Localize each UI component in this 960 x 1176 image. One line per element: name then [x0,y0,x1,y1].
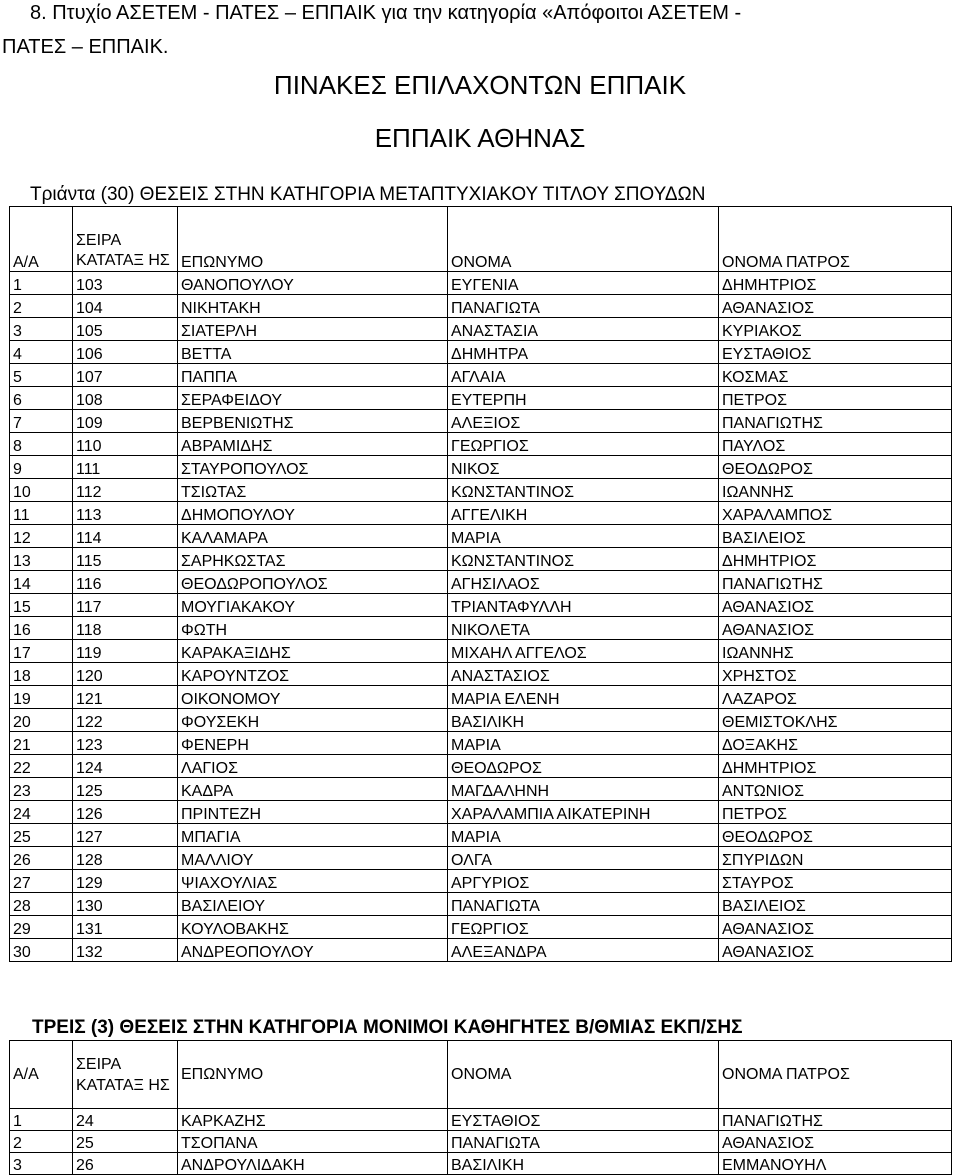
table-row [10,1131,952,1153]
cell-surname: ΣΕΡΑΦΕΙΔΟΥ [178,387,448,410]
cell-name: ΜΑΡΙΑ [448,525,719,548]
cell-aa: 18 [10,663,73,686]
col-aa-header: Α/Α [10,1041,73,1109]
cell-rank: 121 [73,686,178,709]
table-row [10,617,952,640]
cell-surname: ΑΝΔΡΕΟΠΟΥΛΟΥ [178,939,448,962]
section1-title: Τριάντα (30) ΘΕΣΕΙΣ ΣΤΗΝ ΚΑΤΗΓΟΡΙΑ ΜΕΤΑΠΤΥΧΙΑΚΟΥ ΤΙΤΛΟΥ ΣΠΟΥΔΩΝ [30,184,706,205]
table-row [10,364,952,387]
cell-father: ΙΩΑΝΝΗΣ [719,479,952,502]
cell-name: ΕΥΣΤΑΘΙΟΣ [448,1109,719,1131]
cell-surname: ΔΗΜΟΠΟΥΛΟΥ [178,502,448,525]
cell-aa: 26 [10,847,73,870]
col-aa-header: Α/Α [10,207,73,272]
cell-rank: 115 [73,548,178,571]
cell-name: ΒΑΣΙΛΙΚΗ [448,1153,719,1175]
cell-rank: 106 [73,341,178,364]
section1-header-row [10,207,952,272]
table-row [10,1109,952,1131]
col-name-header: ΟΝΟΜΑ [448,1041,719,1109]
table-row [10,479,952,502]
cell-rank: 120 [73,663,178,686]
cell-surname: ΣΙΑΤΕΡΛΗ [178,318,448,341]
cell-rank: 128 [73,847,178,870]
cell-name: ΜΙΧΑΗΛ ΑΓΓΕΛΟΣ [448,640,719,663]
cell-surname: ΚΑΔΡΑ [178,778,448,801]
cell-father: ΔΟΞΑΚΗΣ [719,732,952,755]
cell-surname: ΚΑΛΑΜΑΡΑ [178,525,448,548]
table-row [10,548,952,571]
cell-surname: ΜΠΑΓΙΑ [178,824,448,847]
cell-rank: 132 [73,939,178,962]
cell-name: ΔΗΜΗΤΡΑ [448,341,719,364]
cell-surname: ΑΒΡΑΜΙΔΗΣ [178,433,448,456]
cell-name: ΝΙΚΟΣ [448,456,719,479]
table-row [10,893,952,916]
cell-father: ΧΑΡΑΛΑΜΠΟΣ [719,502,952,525]
cell-aa: 29 [10,916,73,939]
cell-aa: 11 [10,502,73,525]
cell-aa: 8 [10,433,73,456]
cell-rank: 118 [73,617,178,640]
cell-rank: 111 [73,456,178,479]
col-rank-header: ΣΕΙΡΑ ΚΑΤΑΤΑΞ ΗΣ [73,207,178,272]
cell-aa: 14 [10,571,73,594]
cell-name: ΜΑΡΙΑ [448,824,719,847]
table-row [10,939,952,962]
page-subtitle: ΕΠΠΑΙΚ ΑΘΗΝΑΣ [374,123,586,153]
cell-surname: ΘΕΟΔΩΡΟΠΟΥΛΟΣ [178,571,448,594]
cell-surname: ΒΕΤΤΑ [178,341,448,364]
col-surname-header: ΕΠΩΝΥΜΟ [178,1041,448,1109]
cell-rank: 103 [73,272,178,295]
cell-name: ΟΛΓΑ [448,847,719,870]
document-heading-line-1: 8. Πτυχίο ΑΣΕΤΕΜ - ΠΑΤΕΣ – ΕΠΠΑΙΚ για την κατηγορία «Απόφοιτοι ΑΣΕΤΕΜ - [30,2,742,24]
section2-table [9,1040,952,1175]
cell-rank: 25 [73,1131,178,1153]
cell-name: ΧΑΡΑΛΑΜΠΙΑ ΑΙΚΑΤΕΡΙΝΗ [448,801,719,824]
cell-rank: 24 [73,1109,178,1131]
cell-father: ΑΘΑΝΑΣΙΟΣ [719,617,952,640]
section2-title: ΤΡΕΙΣ (3) ΘΕΣΕΙΣ ΣΤΗΝ ΚΑΤΗΓΟΡΙΑ ΜΟΝΙΜΟΙ ΚΑΘΗΓΗΤΕΣ Β/ΘΜΙΑΣ ΕΚΠ/ΣΗΣ [32,1017,743,1038]
table-row [10,916,952,939]
cell-aa: 30 [10,939,73,962]
cell-surname: ΠΑΠΠΑ [178,364,448,387]
cell-surname: ΒΑΣΙΛΕΙΟΥ [178,893,448,916]
cell-rank: 119 [73,640,178,663]
cell-surname: ΝΙΚΗΤΑΚΗ [178,295,448,318]
table-row [10,732,952,755]
cell-surname: ΟΙΚΟΝΟΜΟΥ [178,686,448,709]
table-row [10,870,952,893]
cell-father: ΣΠΥΡΙΔΩΝ [719,847,952,870]
cell-rank: 124 [73,755,178,778]
cell-father: ΠΑΥΛΟΣ [719,433,952,456]
cell-surname: ΚΑΡΑΚΑΞΙΔΗΣ [178,640,448,663]
col-surname-header: ΕΠΩΝΥΜΟ [178,207,448,272]
cell-name: ΑΡΓΥΡΙΟΣ [448,870,719,893]
table-row [10,272,952,295]
cell-father: ΚΥΡΙΑΚΟΣ [719,318,952,341]
cell-aa: 3 [10,1153,73,1175]
cell-father: ΠΑΝΑΓΙΩΤΗΣ [719,571,952,594]
cell-name: ΑΝΑΣΤΑΣΙΟΣ [448,663,719,686]
cell-surname: ΘΑΝΟΠΟΥΛΟΥ [178,272,448,295]
cell-name: ΝΙΚΟΛΕΤΑ [448,617,719,640]
cell-name: ΑΝΑΣΤΑΣΙΑ [448,318,719,341]
cell-name: ΓΕΩΡΓΙΟΣ [448,916,719,939]
cell-aa: 28 [10,893,73,916]
cell-rank: 104 [73,295,178,318]
table-row [10,387,952,410]
cell-rank: 108 [73,387,178,410]
cell-name: ΑΓΓΕΛΙΚΗ [448,502,719,525]
cell-name: ΠΑΝΑΓΙΩΤΑ [448,1131,719,1153]
cell-aa: 27 [10,870,73,893]
cell-aa: 17 [10,640,73,663]
cell-surname: ΜΑΛΛΙΟΥ [178,847,448,870]
cell-name: ΕΥΤΕΡΠΗ [448,387,719,410]
table-row [10,341,952,364]
cell-rank: 114 [73,525,178,548]
cell-rank: 125 [73,778,178,801]
cell-surname: ΜΟΥΓΙΑΚΑΚΟΥ [178,594,448,617]
cell-father: ΧΡΗΣΤΟΣ [719,663,952,686]
cell-name: ΘΕΟΔΩΡΟΣ [448,755,719,778]
cell-father: ΕΜΜΑΝΟΥΗΛ [719,1153,952,1175]
cell-name: ΑΓΛΑΙΑ [448,364,719,387]
cell-father: ΔΗΜΗΤΡΙΟΣ [719,272,952,295]
cell-surname: ΨΙΑΧΟΥΛΙΑΣ [178,870,448,893]
cell-surname: ΤΣΟΠΑΝΑ [178,1131,448,1153]
cell-rank: 116 [73,571,178,594]
cell-aa: 10 [10,479,73,502]
cell-aa: 3 [10,318,73,341]
cell-surname: ΠΡΙΝΤΕΖΗ [178,801,448,824]
cell-aa: 7 [10,410,73,433]
cell-surname: ΤΣΙΩΤΑΣ [178,479,448,502]
table-row [10,755,952,778]
cell-name: ΜΑΡΙΑ [448,732,719,755]
table-row [10,571,952,594]
cell-name: ΑΛΕΞΑΝΔΡΑ [448,939,719,962]
cell-father: ΘΕΜΙΣΤΟΚΛΗΣ [719,709,952,732]
table-row [10,295,952,318]
cell-aa: 2 [10,1131,73,1153]
cell-aa: 12 [10,525,73,548]
table-row [10,824,952,847]
cell-aa: 24 [10,801,73,824]
table-row [10,502,952,525]
cell-aa: 5 [10,364,73,387]
cell-name: ΠΑΝΑΓΙΩΤΑ [448,893,719,916]
section2-header-row [10,1041,952,1109]
cell-aa: 19 [10,686,73,709]
cell-father: ΑΘΑΝΑΣΙΟΣ [719,939,952,962]
section1-table [9,206,952,962]
cell-name: ΜΑΓΔΑΛΗΝΗ [448,778,719,801]
cell-surname: ΚΟΥΛΟΒΑΚΗΣ [178,916,448,939]
cell-name: ΜΑΡΙΑ ΕΛΕΝΗ [448,686,719,709]
cell-father: ΒΑΣΙΛΕΙΟΣ [719,893,952,916]
cell-father: ΘΕΟΔΩΡΟΣ [719,824,952,847]
cell-aa: 9 [10,456,73,479]
cell-rank: 130 [73,893,178,916]
col-father-header: ΟΝΟΜΑ ΠΑΤΡΟΣ [719,1041,952,1109]
table-row [10,410,952,433]
cell-father: ΕΥΣΤΑΘΙΟΣ [719,341,952,364]
table-row [10,318,952,341]
cell-father: ΠΑΝΑΓΙΩΤΗΣ [719,410,952,433]
cell-rank: 26 [73,1153,178,1175]
cell-rank: 131 [73,916,178,939]
cell-rank: 117 [73,594,178,617]
cell-surname: ΚΑΡΟΥΝΤΖΟΣ [178,663,448,686]
table-row [10,433,952,456]
cell-name: ΓΕΩΡΓΙΟΣ [448,433,719,456]
cell-aa: 6 [10,387,73,410]
cell-name: ΑΓΗΣΙΛΑΟΣ [448,571,719,594]
cell-surname: ΒΕΡΒΕΝΙΩΤΗΣ [178,410,448,433]
cell-surname: ΦΕΝΕΡΗ [178,732,448,755]
cell-aa: 1 [10,272,73,295]
cell-aa: 4 [10,341,73,364]
cell-aa: 2 [10,295,73,318]
cell-surname: ΛΑΓΙΟΣ [178,755,448,778]
document-heading-line-2: ΠΑΤΕΣ – ΕΠΠΑΙΚ. [2,36,169,58]
cell-name: ΒΑΣΙΛΙΚΗ [448,709,719,732]
cell-name: ΑΛΕΞΙΟΣ [448,410,719,433]
cell-rank: 126 [73,801,178,824]
cell-father: ΣΤΑΥΡΟΣ [719,870,952,893]
table-row [10,801,952,824]
cell-rank: 107 [73,364,178,387]
col-father-header: ΟΝΟΜΑ ΠΑΤΡΟΣ [719,207,952,272]
cell-aa: 22 [10,755,73,778]
col-rank-header: ΣΕΙΡΑ ΚΑΤΑΤΑΞ ΗΣ [73,1041,178,1109]
cell-surname: ΦΩΤΗ [178,617,448,640]
page-title: ΠΙΝΑΚΕΣ ΕΠΙΛΑΧΟΝΤΩΝ ΕΠΠΑΙΚ [273,70,687,100]
cell-aa: 21 [10,732,73,755]
cell-aa: 16 [10,617,73,640]
cell-surname: ΑΝΔΡΟΥΛΙΔΑΚΗ [178,1153,448,1175]
table-row [10,456,952,479]
cell-surname: ΣΤΑΥΡΟΠΟΥΛΟΣ [178,456,448,479]
cell-name: ΕΥΓΕΝΙΑ [448,272,719,295]
table-row [10,663,952,686]
cell-rank: 110 [73,433,178,456]
table-row [10,686,952,709]
col-name-header: ΟΝΟΜΑ [448,207,719,272]
cell-aa: 15 [10,594,73,617]
cell-father: ΙΩΑΝΝΗΣ [719,640,952,663]
cell-rank: 122 [73,709,178,732]
cell-surname: ΚΑΡΚΑΖΗΣ [178,1109,448,1131]
table-row [10,525,952,548]
cell-aa: 25 [10,824,73,847]
cell-father: ΠΕΤΡΟΣ [719,801,952,824]
cell-father: ΔΗΜΗΤΡΙΟΣ [719,755,952,778]
cell-name: ΚΩΝΣΤΑΝΤΙΝΟΣ [448,479,719,502]
cell-father: ΔΗΜΗΤΡΙΟΣ [719,548,952,571]
table-row [10,709,952,732]
cell-name: ΤΡΙΑΝΤΑΦΥΛΛΗ [448,594,719,617]
cell-rank: 105 [73,318,178,341]
table-row [10,594,952,617]
cell-father: ΚΟΣΜΑΣ [719,364,952,387]
table-row [10,778,952,801]
cell-father: ΑΘΑΝΑΣΙΟΣ [719,916,952,939]
cell-father: ΛΑΖΑΡΟΣ [719,686,952,709]
cell-aa: 20 [10,709,73,732]
cell-name: ΚΩΝΣΤΑΝΤΙΝΟΣ [448,548,719,571]
cell-father: ΠΑΝΑΓΙΩΤΗΣ [719,1109,952,1131]
cell-rank: 112 [73,479,178,502]
cell-father: ΑΝΤΩΝΙΟΣ [719,778,952,801]
cell-rank: 123 [73,732,178,755]
cell-rank: 113 [73,502,178,525]
cell-surname: ΣΑΡΗΚΩΣΤΑΣ [178,548,448,571]
table-row [10,640,952,663]
cell-surname: ΦΟΥΣΕΚΗ [178,709,448,732]
cell-father: ΘΕΟΔΩΡΟΣ [719,456,952,479]
table-row [10,1153,952,1175]
cell-rank: 109 [73,410,178,433]
cell-aa: 23 [10,778,73,801]
cell-father: ΑΘΑΝΑΣΙΟΣ [719,1131,952,1153]
cell-father: ΠΕΤΡΟΣ [719,387,952,410]
cell-name: ΠΑΝΑΓΙΩΤΑ [448,295,719,318]
cell-aa: 1 [10,1109,73,1131]
cell-father: ΑΘΑΝΑΣΙΟΣ [719,295,952,318]
table-row [10,847,952,870]
cell-aa: 13 [10,548,73,571]
cell-rank: 127 [73,824,178,847]
cell-rank: 129 [73,870,178,893]
cell-father: ΒΑΣΙΛΕΙΟΣ [719,525,952,548]
cell-father: ΑΘΑΝΑΣΙΟΣ [719,594,952,617]
